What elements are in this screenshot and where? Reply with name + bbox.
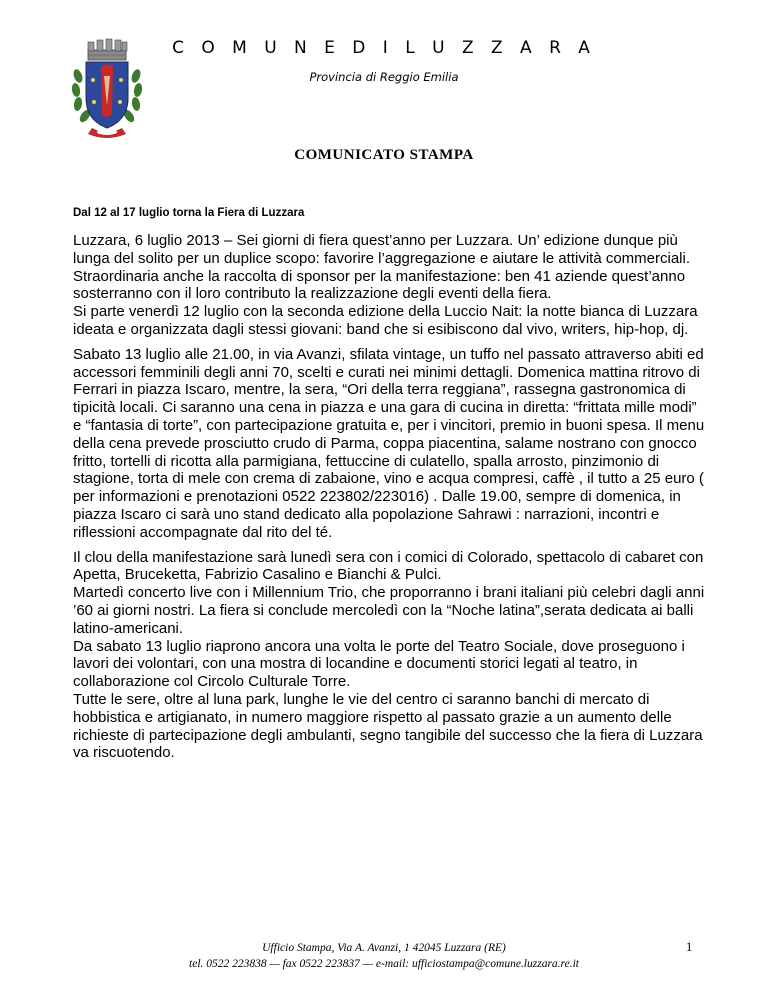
paragraph: Il clou della manifestazione sarà lunedì sera con i comici di Colorado, spettacolo di cabaret con Apetta, Bruceketta, Fabrizio Casalino e Bianchi & Pulci. Martedì concerto live con i Millennium Trio, che proporranno i brani italiani più celebri dagli anni ’60 ai giorni nostri. La fiera si conclude mercoledì con la “Noche latina”,serata dedicata ai balli latino-americani. Da sabato 13 luglio riaprono ancora una volta le porte del Teatro Sociale, dove proseguono i lavori dei volontari, con una mostra di locandine e documenti storici legati al teatro, in collaborazione col Circolo Culturale Torre. Tutte le sere, oltre al luna park, lunghe le vie del centro ci saranno banchi di mercato di hobbistica e artigianato, in numero maggiore rispetto al passato grazie a un aumento delle richieste di partecipazione degli ambulanti, segno tangibile del successo che la fiera di Luzzara va riscuotendo. <box>73 548 705 762</box>
paragraph: Sabato 13 luglio alle 21.00, in via Avanzi, sfilata vintage, un tuffo nel passato attraverso abiti ed accessori femminili degli anni 70, scelti e curati nei minimi dettagli. Domenica mattina ritrovo di Ferrari in piazza Iscaro, mentre, la sera, “Ori della terra reggiana”, rassegna gastronomica di tipicità locali. Ci saranno una cena in piazza e una gara di cucina in diretta: “frittata mille modi” e “fantasia di torte”, con partecipazione gratuita e, per i vincitori, premio in buoni spesa. Il menu della cena prevede prosciutto crudo di Parma, coppa piacentina, salame nostrano con gnocco fritto, tortelli di ricotta alla parmigiana, fettuccine di culatello, spalla arrosto, pinzimonio di stagione, torta di mele con crema di zabaione, vino e acqua compresi, caffè , il tutto a 25 euro ( per informazioni e prenotazioni 0522 223802/223016) . Dalle 19.00, sempre di domenica, in piazza Iscaro ci sarà uno stand dedicato alla popolazione Sahrawi : narrazioni, incontri e riflessioni accompagnate dal rito del té. <box>73 345 705 541</box>
municipality-name: C O M U N E D I L U Z Z A R A <box>172 38 596 58</box>
paragraph: Luzzara, 6 luglio 2013 – Sei giorni di fiera quest’anno per Luzzara. Un’ edizione dunque più lunga del solito per un duplice scopo: favorire l’aggregazione e aiutare le attività commerciali. Straordinaria anche la raccolta di sponsor per la manifestazione: ben 41 aziende quest’anno sosterranno con il loro contributo la realizzazione degli eventi della fiera. Si parte venerdì 12 luglio con la seconda edizione della Luccio Nait: la notte bianca di Luzzara ideata e organizzata dagli stessi giovani: band che si esibiscono dal vivo, writers, hip-hop, dj. <box>73 232 698 338</box>
footer-address: Ufficio Stampa, Via A. Avanzi, 1 42045 Luzzara (RE) <box>262 942 506 954</box>
footer-contacts: tel. 0522 223838 — fax 0522 223837 — e-mail: ufficiostampa@comune.luzzara.re.it <box>189 958 579 970</box>
press-release-subtitle: Dal 12 al 17 luglio torna la Fiera di Luzzara <box>73 207 305 219</box>
press-release-body <box>73 232 705 769</box>
province-name: Provincia di Reggio Emilia <box>309 70 459 84</box>
page-number: 1 <box>686 940 693 954</box>
page-title: COMUNICATO STAMPA <box>294 147 474 163</box>
footer <box>0 940 768 972</box>
